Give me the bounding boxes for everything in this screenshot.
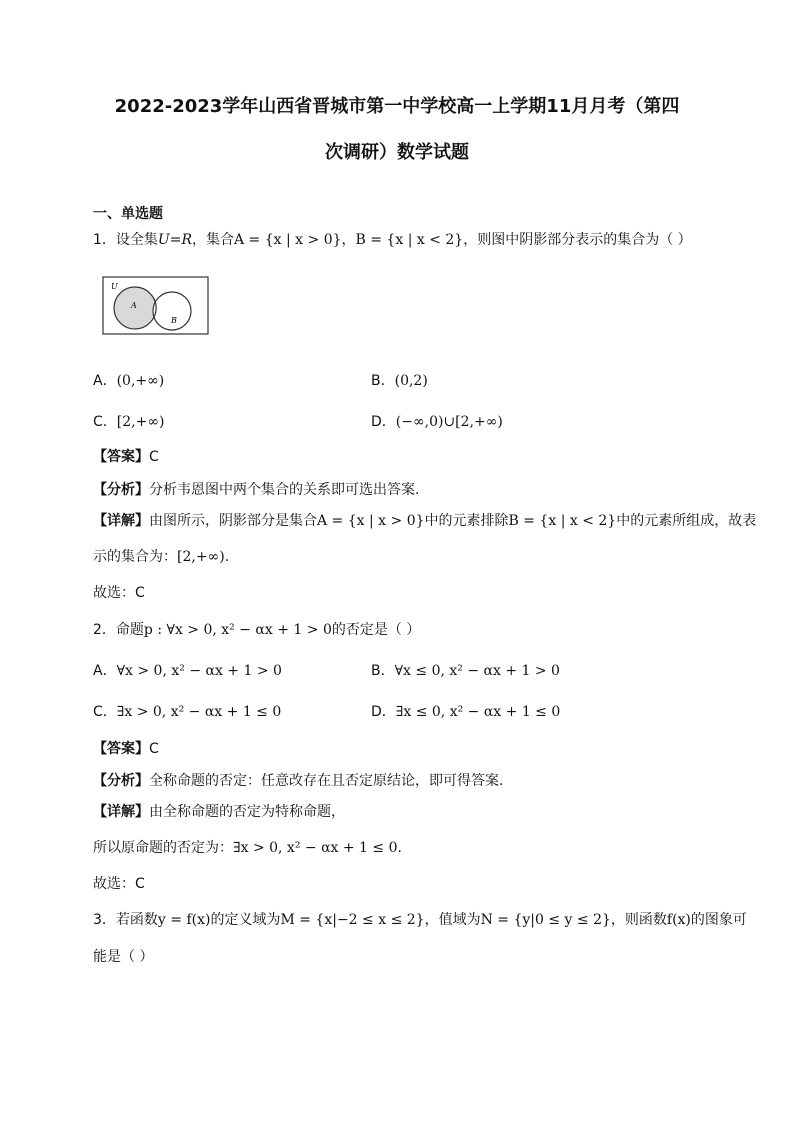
universal-set: U=R (157, 232, 192, 248)
q1-detail-cont: 示的集合为：[2,+∞). (93, 549, 230, 565)
q3-stem: 3．若函数y = f(x)的定义域为M = {x|−2 ≤ x ≤ 2}，值域为N = {y|0 ≤ y ≤ 2}，则函数f(x)的图象可 (93, 912, 747, 928)
q1-answer: 【答案】C (93, 449, 159, 465)
q1-option-b: B．(0,2) (371, 373, 428, 389)
venn-diagram (102, 276, 210, 336)
q1-option-c: C．[2,+∞) (93, 414, 165, 430)
q2-detail: 【详解】由全称命题的否定为特称命题， (93, 804, 345, 820)
q2-conclusion: 所以原命题的否定为：∃x > 0, x² − αx + 1 ≤ 0. (93, 840, 402, 856)
q2-option-b: B．∀x ≤ 0, x² − αx + 1 > 0 (371, 663, 560, 679)
section-heading: 一、单选题 (93, 206, 163, 222)
q1-stem: 1．设全集U=R，集合A = {x | x > 0}，B = {x | x < 2}，则图中阴影部分表示的集合为（ ） (93, 232, 692, 248)
proposition: p : ∀x > 0, x² − αx + 1 > 0 (143, 622, 332, 638)
q2-option-c: C．∃x > 0, x² − αx + 1 ≤ 0 (93, 704, 282, 720)
title-line-2: 次调研）数学试题 (325, 142, 469, 163)
q1-option-a: A．(0,+∞) (93, 373, 165, 389)
q2-analysis: 【分析】全称命题的否定：任意改存在且否定原结论，即可得答案. (93, 773, 504, 789)
label-b: B (171, 316, 177, 325)
q2-answer: 【答案】C (93, 741, 159, 757)
label-a: A (131, 301, 137, 310)
q3-stem-cont: 能是（ ） (93, 949, 154, 965)
q1-choose: 故选：C (93, 585, 145, 601)
q2-option-d: D．∃x ≤ 0, x² − αx + 1 ≤ 0 (371, 704, 561, 720)
title-line-1: 2022-2023学年山西省晋城市第一中学校高一上学期11月月考（第四 (114, 96, 680, 117)
document-title (60, 84, 734, 176)
q2-stem: 2．命题p : ∀x > 0, x² − αx + 1 > 0的否定是（ ） (93, 622, 421, 638)
q1-option-d: D．(−∞,0)∪[2,+∞) (371, 414, 503, 430)
q1-detail: 【详解】由图所示，阴影部分是集合A = {x | x > 0}中的元素排除B = {x | x < 2}中的元素所组成，故表 (93, 513, 757, 529)
q2-choose: 故选：C (93, 876, 145, 892)
set-b: B = {x | x < 2} (355, 232, 464, 248)
q1-analysis: 【分析】分析韦恩图中两个集合的关系即可选出答案. (93, 482, 420, 498)
label-u: U (111, 282, 118, 291)
q2-option-a: A．∀x > 0, x² − αx + 1 > 0 (93, 663, 282, 679)
set-a: A = {x | x > 0} (234, 232, 342, 248)
